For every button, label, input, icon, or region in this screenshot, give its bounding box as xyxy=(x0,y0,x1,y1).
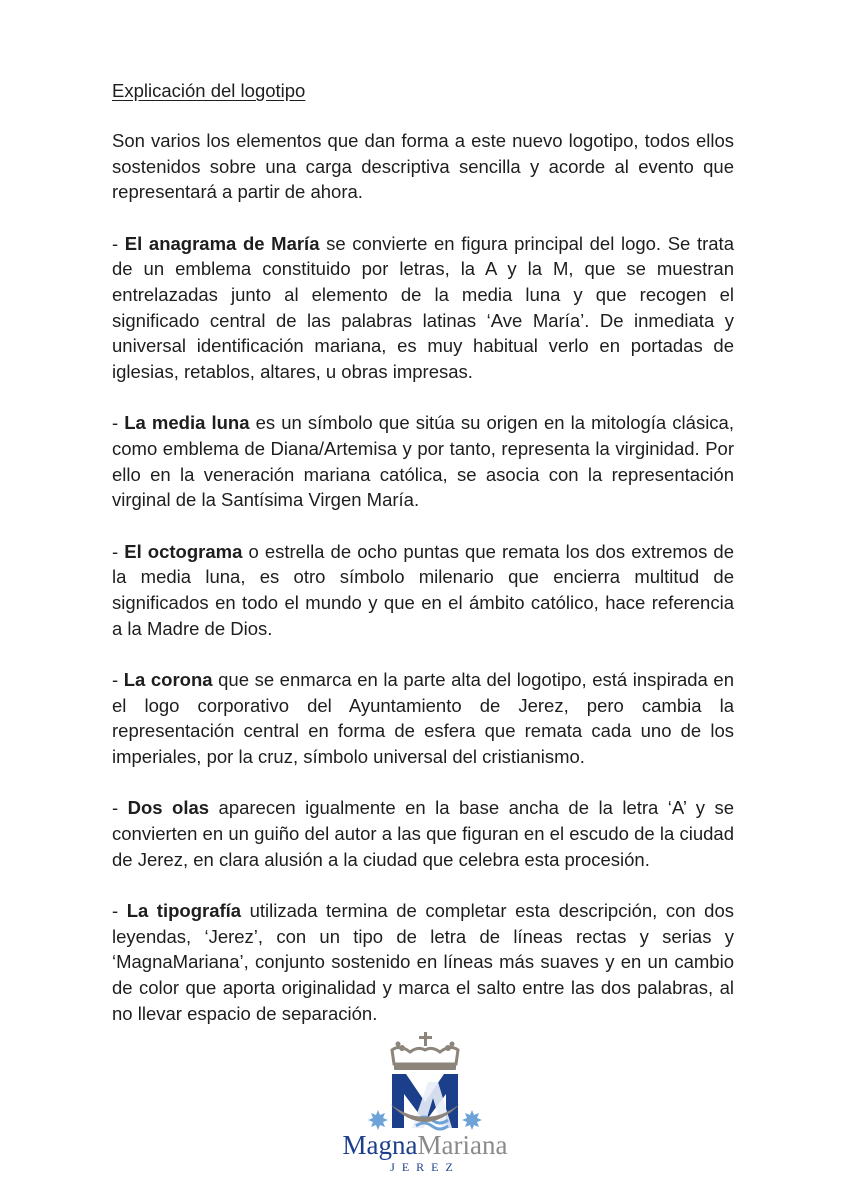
paragraph-olas: - Dos olas aparecen igualmente en la base ancha de la letra ‘A’ y se convierten en un guiño del autor a las que figuran en el escudo de la ciudad de Jerez, en clara alusión a la ciudad que celebra esta procesión. xyxy=(112,797,734,870)
paragraph-corona: - La corona que se enmarca en la parte alta del logotipo, está inspirada en el logo corporativo del Ayuntamiento de Jerez, pero cambia la representación central en forma de esfera que remata cada uno de los imperiales, por la cruz, símbolo universal del cristianismo. xyxy=(112,668,734,768)
term-tipografia: La tipografía xyxy=(126,899,242,921)
wordmark-mariana: Mariana xyxy=(417,1130,508,1160)
crown-icon xyxy=(392,1032,458,1070)
logo-subtitle: JEREZ xyxy=(390,1160,460,1174)
logo-emblem-icon xyxy=(340,1030,510,1135)
term-olas: Dos olas xyxy=(127,797,210,819)
paragraph-media-luna: - La media luna es un símbolo que sitúa su origen en la mitología clásica, como emblema de Diana/Artemisa y por tanto, representa la virginidad. Por ello en la veneración mariana católica, se asocia con la representación virginal de la Santísima Virgen María. xyxy=(112,412,734,511)
anagram-icon xyxy=(390,1074,460,1129)
term-corona: La corona xyxy=(123,668,213,690)
intro-paragraph: Son varios los elementos que dan forma a este nuevo logotipo, todos ellos sostenidos sobre una carga descriptiva sencilla y acorde al evento que representará a partir de ahora. xyxy=(112,130,734,203)
paragraph-tipografia: - La tipografía utilizada termina de completar esta descripción, con dos leyendas, ‘Jerez’, con un tipo de letra de líneas rectas y serias y ‘MagnaMariana’, conjunto sostenido en líneas más suaves y en un cambio de color que aporta originalidad y marca el salto entre las dos palabras, al no llevar espacio de separación. xyxy=(112,899,734,1024)
document-page xyxy=(112,72,734,1052)
term-octograma: El octograma xyxy=(124,540,243,562)
section-heading: Explicación del logotipo xyxy=(112,80,306,101)
term-media-luna: La media luna xyxy=(124,412,250,434)
paragraph-octograma: - El octograma o estrella de ocho puntas que remata los dos extremos de la media luna, es otro símbolo milenario que encierra multitud de significados en todo el mundo y que en el ámbito católico, hace referencia a la Madre de Dios. xyxy=(112,540,734,639)
wordmark-magna: Magna xyxy=(342,1130,418,1160)
paragraph-anagrama: - El anagrama de María se convierte en figura principal del logo. Se trata de un emblema constituido por letras, la A y la M, que se muestran entrelazadas junto al elemento de la media luna y que recogen el significado central de las palabras latinas ‘Ave María’. De inmediata y universal identificación mariana, es muy habitual verlo en portadas de iglesias, retablos, altares, u obras impresas. xyxy=(112,232,734,383)
logo-wordmark xyxy=(330,1130,520,1160)
term-anagrama: El anagrama de María xyxy=(124,232,320,254)
